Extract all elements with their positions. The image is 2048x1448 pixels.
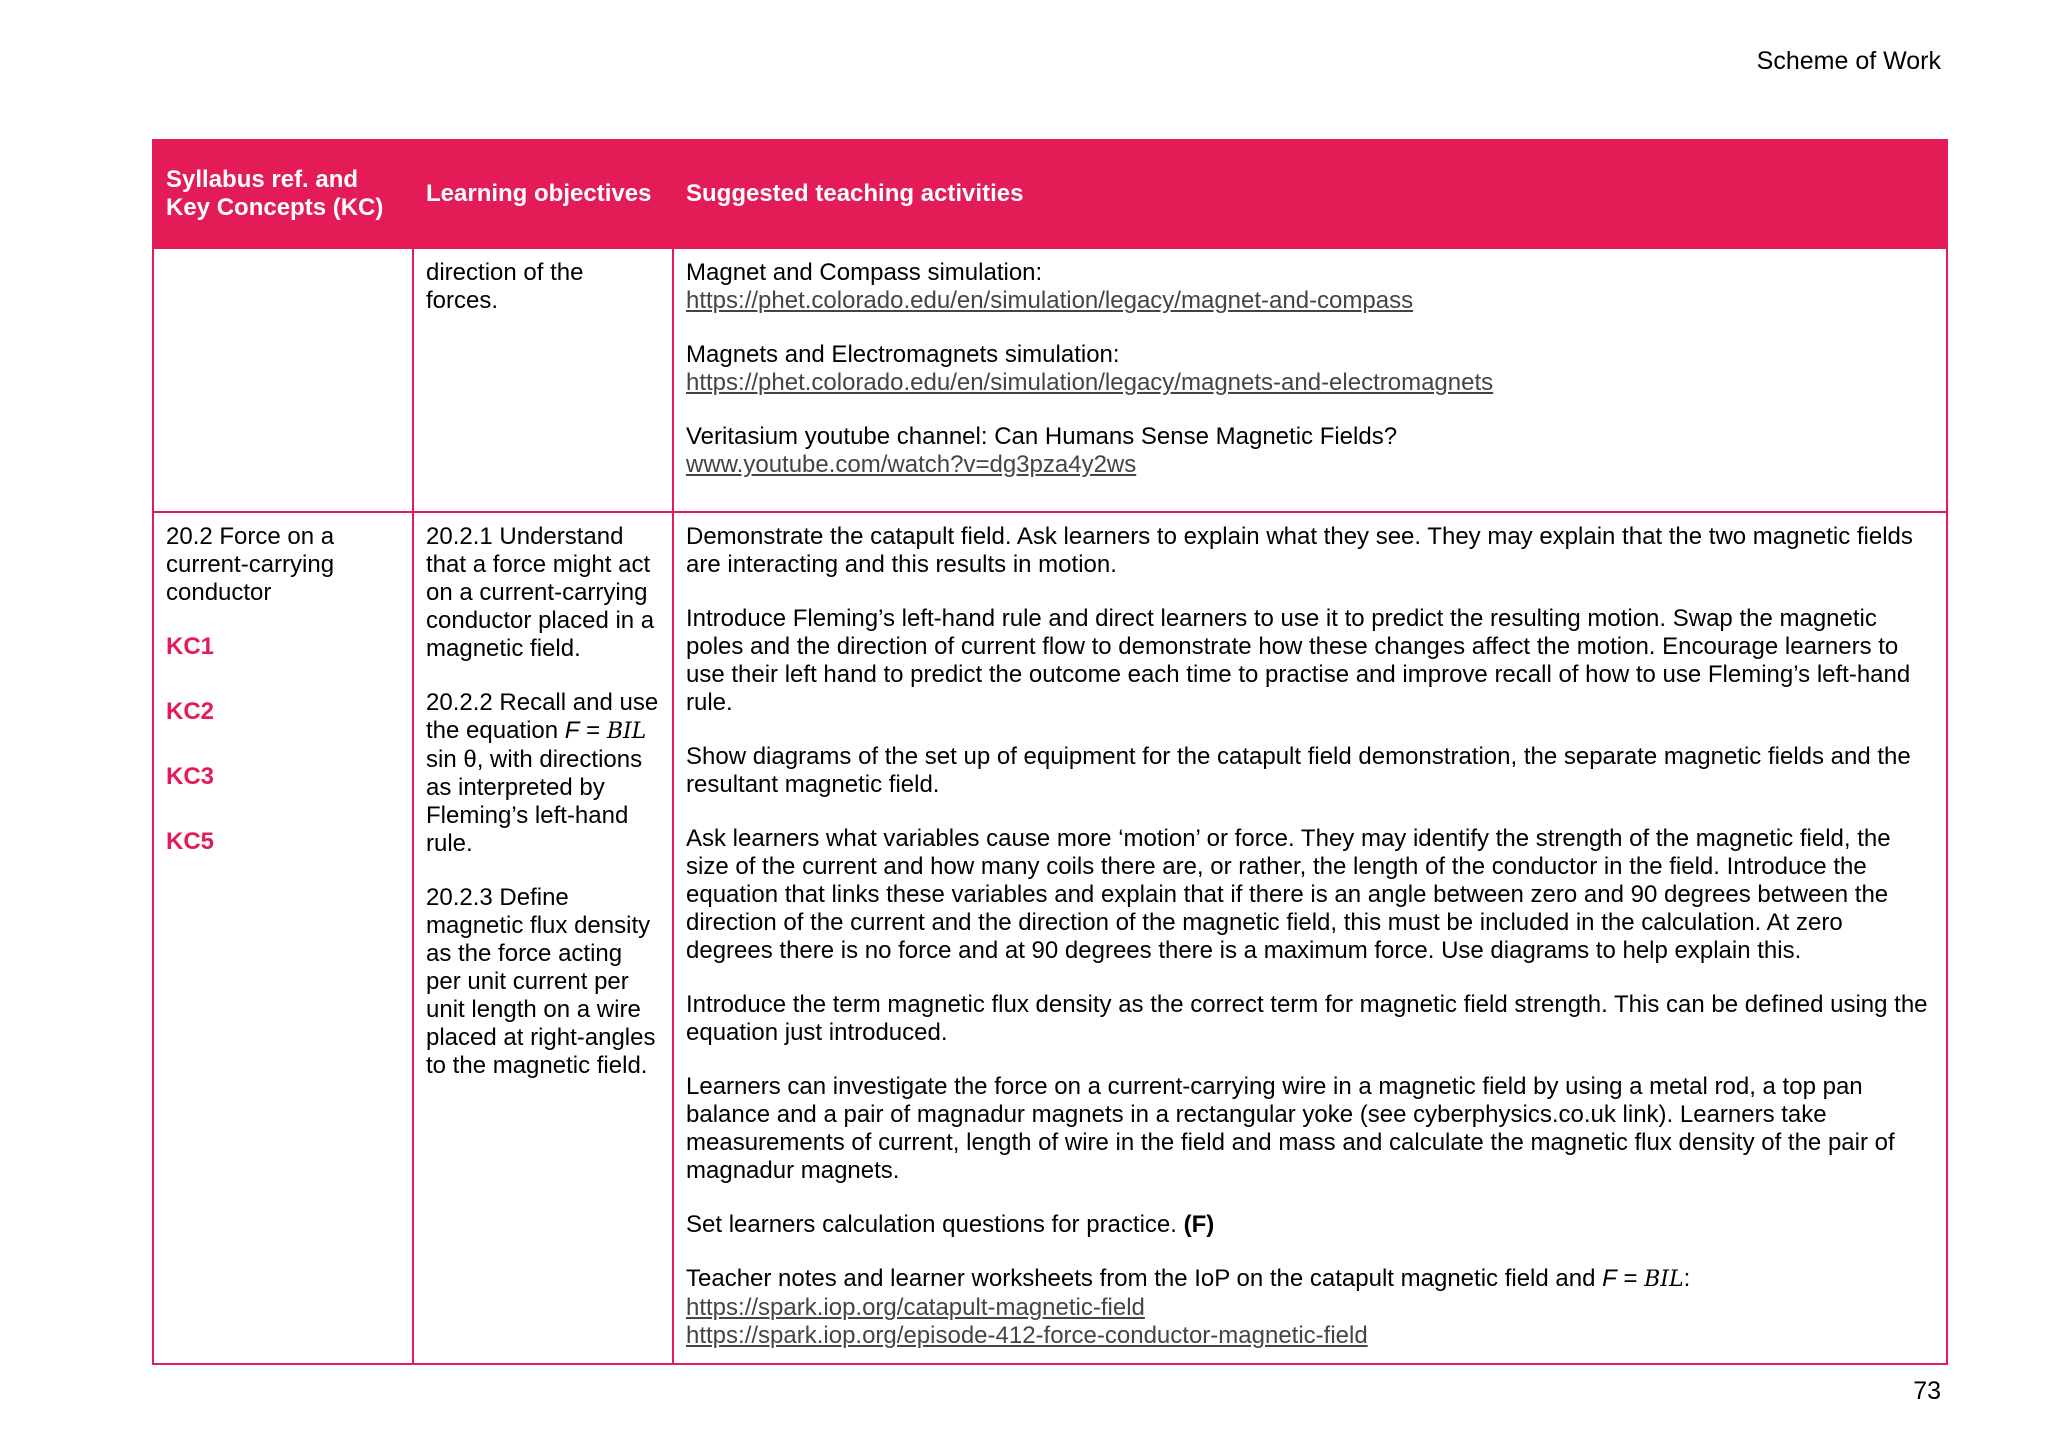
table-header-row [153, 140, 1947, 248]
phet-magnet-compass-link[interactable]: https://phet.colorado.edu/en/simulation/legacy/magnet-and-compass [686, 287, 1414, 314]
objective-20-2-3: 20.2.3 Define magnetic flux density as the force acting per unit current per unit length on a wire placed at right-angles to the magnetic field. [426, 884, 656, 1079]
activity-paragraph: Ask learners what variables cause more ‘motion’ or force. They may identify the strength of the magnetic field, the size of the current and how many coils there are, or rather, the length of the conductor in the field. Introduce the equation that links these variables and explain that if there is an angle between zero and 90 degrees between the direction of the current and the direction of the magnetic field, this must be included in the calculation. At zero degrees there is no force and at 90 degrees there is a maximum force. Use diagrams to help explain this. [686, 825, 1891, 964]
key-concept-kc1: KC1 [166, 633, 215, 660]
key-concept-kc5: KC5 [166, 828, 215, 855]
row2-activities-cell [673, 512, 1947, 1364]
row2-syllabus-cell [153, 512, 413, 1364]
row2-objectives-cell [413, 512, 673, 1364]
running-header: Scheme of Work [1756, 47, 1941, 75]
objective-20-2-1: 20.2.1 Understand that a force might act on a current-carrying conductor placed in a magnetic field. [426, 523, 655, 662]
iop-episode-412-link[interactable]: https://spark.iop.org/episode-412-force-conductor-magnetic-field [686, 1322, 1368, 1349]
activity-item [686, 341, 1934, 397]
phet-electromagnets-link[interactable]: https://phet.colorado.edu/en/simulation/legacy/magnets-and-electromagnets [686, 369, 1494, 396]
table-row [153, 248, 1947, 512]
objective-20-2-2: 20.2.2 Recall and use the equation F = BIL sin θ, with directions as interpreted by Fleming’s left-hand rule. [426, 689, 659, 857]
activity-paragraph: Learners can investigate the force on a current-carrying wire in a magnetic field by using a metal rod, a top pan balance and a pair of magnadur magnets in a rectangular yoke (see cyberphysics.co.uk link). Learners take measurements of current, length of wire in the field and mass and calculate the magnetic flux density of the pair of magnadur magnets. [686, 1073, 1895, 1184]
page-number: 73 [1913, 1377, 1941, 1405]
iop-catapult-link[interactable]: https://spark.iop.org/catapult-magnetic-field [686, 1294, 1145, 1321]
activity-item [686, 259, 1934, 315]
key-concept-kc3: KC3 [166, 763, 215, 790]
activity-text: Magnet and Compass simulation: [686, 259, 1043, 286]
table-row [153, 512, 1947, 1364]
youtube-link[interactable]: www.youtube.com/watch?v=dg3pza4y2ws [686, 451, 1137, 478]
activity-text: Veritasium youtube channel: Can Humans Sense Magnetic Fields? [686, 423, 1398, 450]
activity-text: Magnets and Electromagnets simulation: [686, 341, 1120, 368]
activity-paragraph: Demonstrate the catapult field. Ask learners to explain what they see. They may explain that the two magnetic fields are interacting and this results in motion. [686, 523, 1913, 578]
syllabus-ref: 20.2 Force on a current-carrying conductor [166, 523, 335, 606]
activity-item: Teacher notes and learner worksheets from the IoP on the catapult magnetic field and F = BIL: https://spark.iop.org/catapult-magnetic-field https://spark.iop.org/episode-412-force-conductor-magnetic-field [686, 1265, 1934, 1350]
activity-paragraph: Set learners calculation questions for practice. (F) [686, 1211, 1215, 1238]
activity-paragraph: Introduce Fleming’s left-hand rule and direct learners to use it to predict the resulting motion. Swap the magnetic poles and the direction of current flow to demonstrate how these changes affect the motion. Encourage learners to use their left hand to predict the outcome each time to practise and improve recall of how to use Fleming’s left-hand rule. [686, 605, 1911, 716]
row1-syllabus-cell [153, 248, 413, 512]
key-concept-kc2: KC2 [166, 698, 215, 725]
row1-objectives-cell [413, 248, 673, 512]
row1-activities-cell [673, 248, 1947, 512]
header-syllabus: Syllabus ref. and Key Concepts (KC) [153, 140, 413, 248]
header-activities: Suggested teaching activities [673, 140, 1947, 248]
activity-paragraph: Introduce the term magnetic flux density as the correct term for magnetic field strength. This can be defined using the equation just introduced. [686, 991, 1928, 1046]
activity-paragraph: Show diagrams of the set up of equipment for the catapult field demonstration, the separate magnetic fields and the resultant magnetic field. [686, 743, 1911, 798]
formative-marker: (F) [1183, 1211, 1215, 1238]
header-objectives: Learning objectives [413, 140, 673, 248]
objective-text: direction of the forces. [426, 259, 584, 314]
activity-item [686, 423, 1934, 479]
scheme-of-work-table [152, 139, 1948, 1365]
